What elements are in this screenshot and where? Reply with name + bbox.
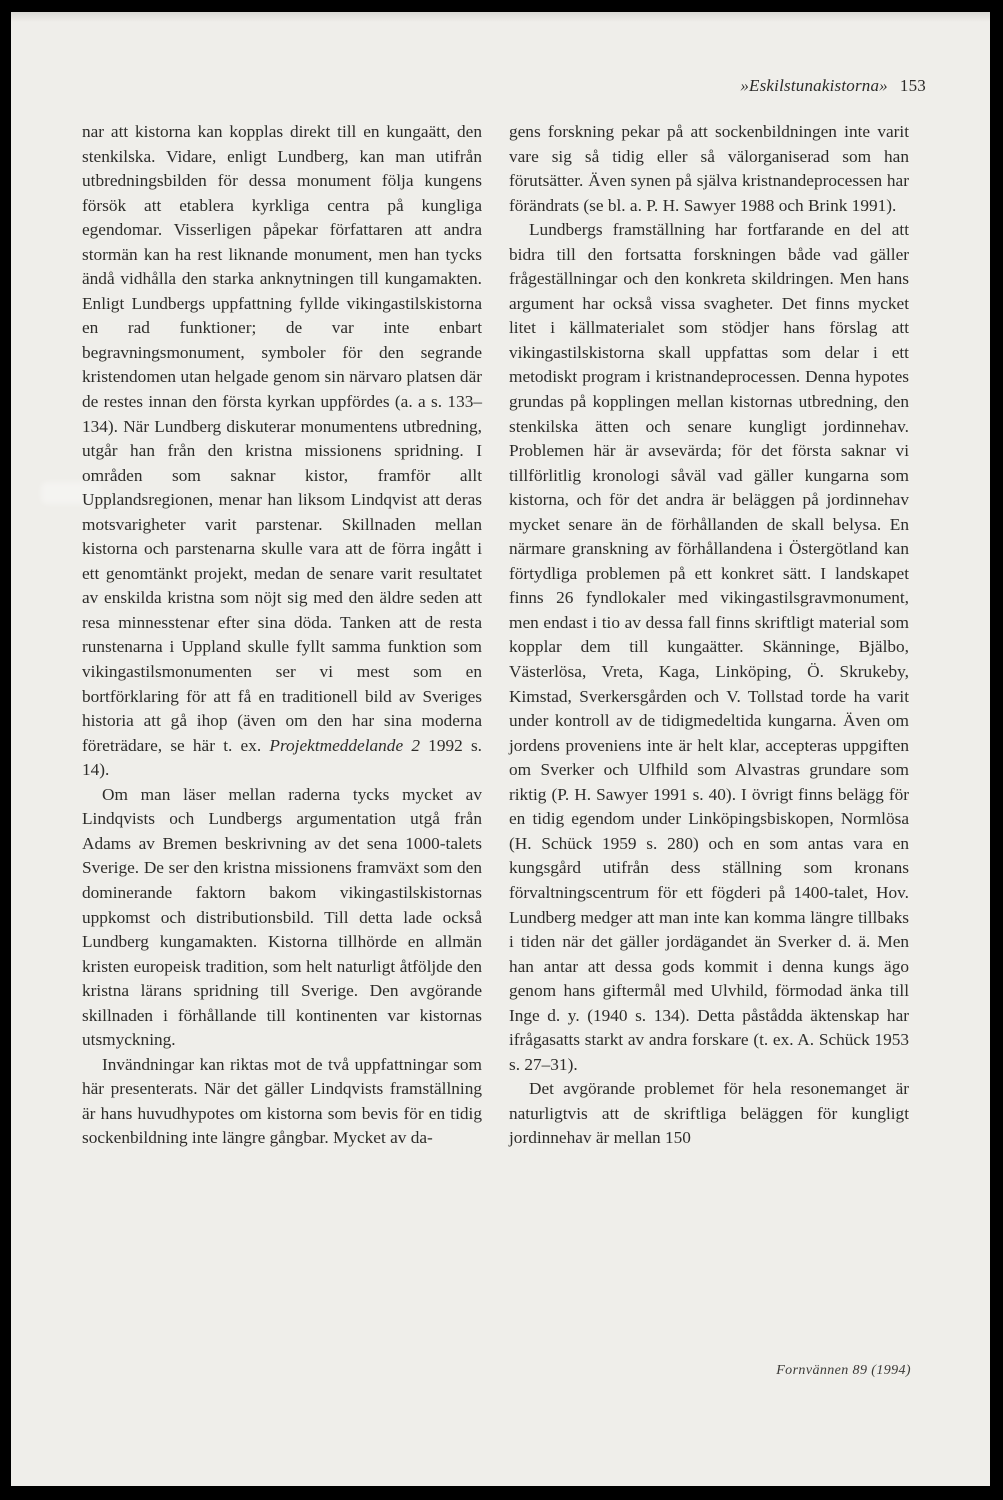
paragraph-text: nar att kistorna kan kopplas direkt till en kungaätt, den stenkilska. Vidare, enligt Lundberg, kan man utifrån utbredningsbilden för dessa monument följa kungens försök att etablera kyrkliga centra på kungliga egendomar. Visserligen påpekar författaren att andra stormän kan ha rest liknande monument, men han tycks ändå vidhålla den starka anknytningen till kungamakten. Enligt Lundbergs uppfattning fyllde vikingastilskistorna en rad funktioner; de var inte enbart begravningsmonument, symboler för den segrande kristendomen utan helgade genom sin närvaro platsen där de restes innan den första kyrkan uppfördes (a. a s. 133–134). När Lundberg diskuterar monumentens utbredning, utgår han från den kristna missionens spridning. I områden som saknar kistor, framför allt Upplandsregionen, menar han liksom Lindqvist att deras motsvarigheter varit parstenar. Skillnaden mellan kistorna och parstenarna skulle vara att de förra ingått i ett genomtänkt projekt, medan de senare varit resultatet av enskilda kristna som nöjt sig med den äldre seden att resa minnesstenar efter sina döda. Tanken att de resta runstenarna i Uppland skulle fyllt samma funktion som vikingastilsmonumenten ser vi mest som en bortförklaring för att få en traditionell bild av Sveriges historia att gå ihop (även om den har sina moderna företrädare, se här t. ex. [82, 122, 482, 755]
paragraph: Det avgörande problemet för hela resonemanget är naturligtvis att de skriftliga beläggen för kungligt jordinnehav är mellan 150 [509, 1079, 909, 1148]
journal-page [11, 12, 990, 1486]
running-head [740, 76, 926, 96]
page-number: 153 [899, 76, 926, 95]
journal-footer: Fornvännen 89 (1994) [776, 1363, 911, 1378]
citation-title: Projektmeddelande 2 [269, 735, 420, 755]
paragraph: gens forskning pekar på att sockenbildningen inte varit vare sig så tidig eller så välorganiserad som han förutsätter. Även synen på själva kristnandeprocessen har förändrats (se bl. a. P. H. Sawyer 1988 och Brink 1991). [509, 122, 909, 215]
paragraph-text: 1992 s. 14). [82, 735, 482, 780]
paragraph: Lundbergs framställning har fortfarande en del att bidra till den fortsatta forskningen både vad gäller frågeställningar och den konkreta skildringen. Men hans argument har också vissa svagheter. Det finns mycket litet i källmaterialet som stödjer hans förslag att vikingastilskistorna skall uppfattas som delar i ett metodiskt program i kristnandeprocessen. Denna hypotes grundas på kopplingen mellan kistornas utbredning, den stenkilska ätten och senare kungligt jordinnehav. Problemen här är avsevärda; för det första saknar vi tillförlitlig kronologi såväl vad gäller kungarna som kistorna, och för det andra är beläggen på jordinnehav mycket senare än de förhållanden de skall belysa. En närmare granskning av förhållandena i Östergötland kan förtydliga problemen på ett konkret sätt. I landskapet finns 26 fyndlokaler med vikingastilsgravmonument, men endast i tio av dessa fall finns skriftligt material som kopplar dem till kungaätter. Skänninge, Bjälbo, Västerlösa, Vreta, Kaga, Linköping, Ö. Skrukeby, Kimstad, Sverkersgården och V. Tollstad torde ha varit under kontroll av de tidigmedeltida kungarna. Även om jordens proveniens inte är helt klar, accepteras uppgiften om Sverker och Ulfhild som Alvastras grundare som riktig (P. H. Sawyer 1991 s. 40). I övrigt finns belägg för en tidig egendom under Linköpingsbiskopen, Normlösa (H. Schück 1959 s. 280) och en som antas vara en kungsgård utifrån dess ställning som kronans förvaltningscentrum för ett fögderi på 1400-talet, Hov. Lundberg medger att man inte kan komma längre tillbaks i tiden när det gäller jordägandet än Sverker d. ä. Men han antar att dessa gods kommit i denna kungs ägo genom hans giftermål med Ulvhild, förmodad änka till Inge d. y. (1940 s. 134). Detta påstådda äktenskap har ifrågasatts starkt av andra forskare (t. ex. A. Schück 1953 s. 27–31). [509, 220, 909, 1074]
left-column [82, 120, 482, 1151]
running-head-title: »Eskilstunakistorna» [740, 76, 888, 95]
paragraph [82, 120, 482, 783]
right-column [509, 120, 909, 1151]
paragraph: Om man läser mellan raderna tycks mycket av Lindqvists och Lundbergs argumentation utgå från Adams av Bremen beskrivning av det sena 1000-talets Sverige. De ser den kristna missionens framväxt som den dominerande faktorn bakom vikingastilskistornas uppkomst och distributionsbild. Till detta lade också Lundberg kungamakten. Kistorna tillhörde en allmän kristen europeisk tradition, som helt naturligt åtföljde den kristna lärans spridning till Sverige. Den avgörande skillnaden i förhållande till kontinenten var kistornas utsmyckning. [82, 784, 482, 1050]
paragraph: Invändningar kan riktas mot de två uppfattningar som här presenterats. När det gäller Lindqvists framställning är hans huvudhypotes om kistorna som bevis för en tidig sockenbildning inte längre gångbar. Mycket av da- [82, 1054, 482, 1148]
